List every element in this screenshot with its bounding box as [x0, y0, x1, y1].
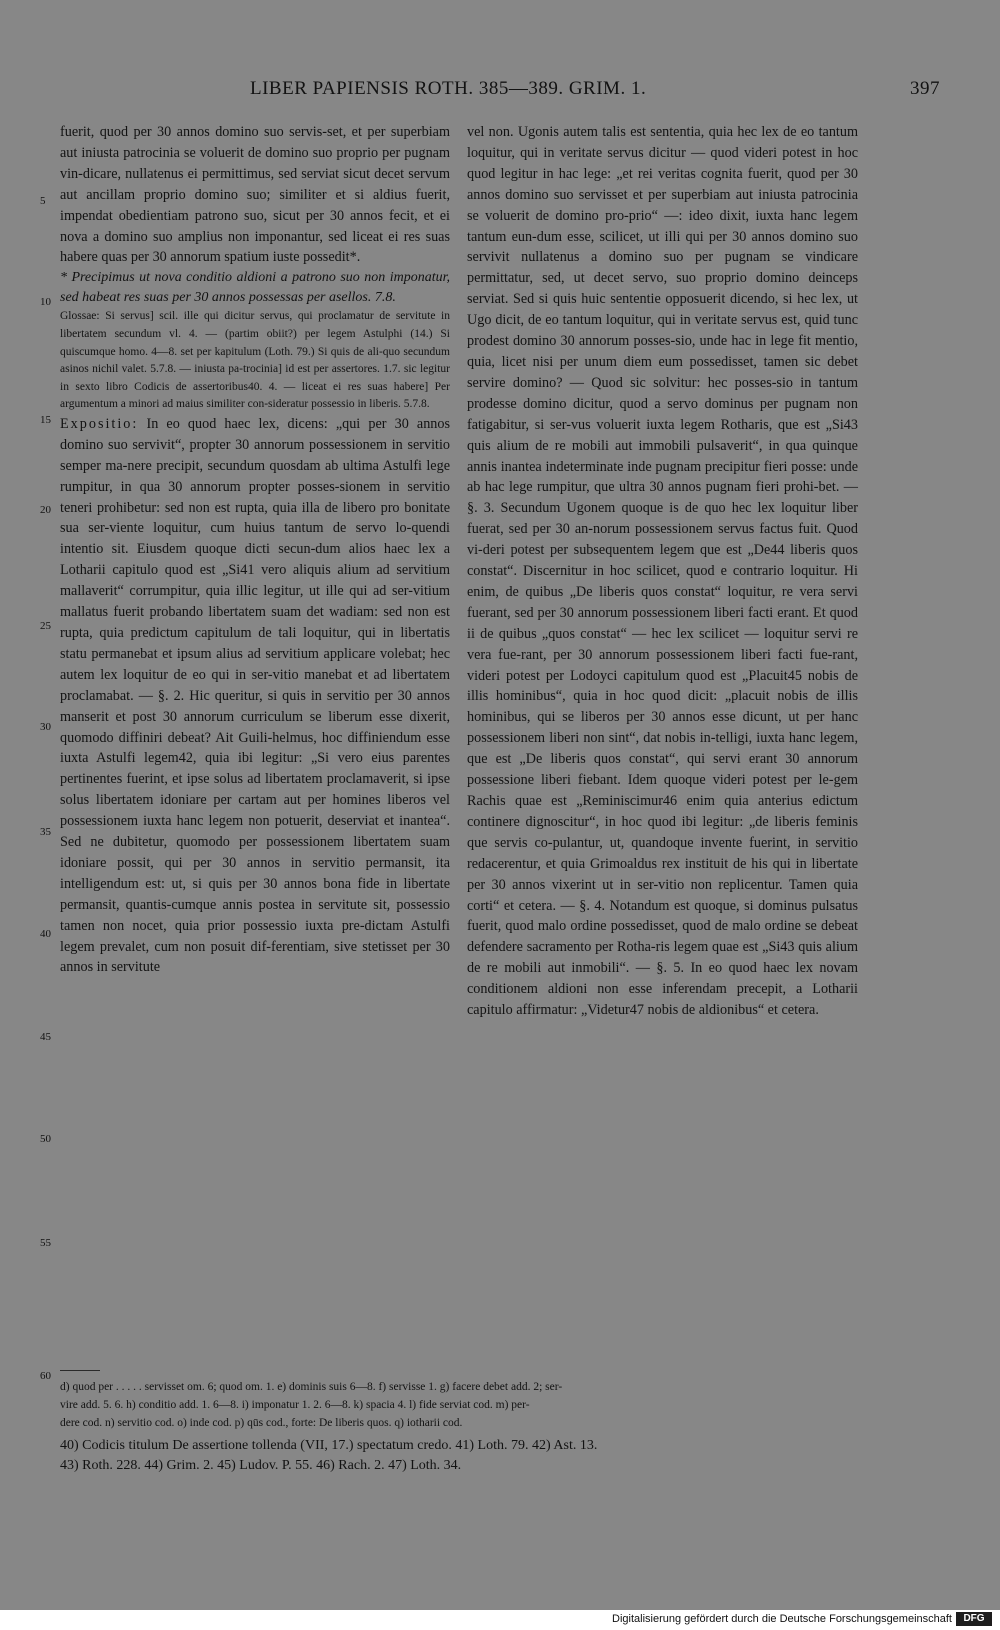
line-number: 60 — [40, 1370, 51, 1382]
glossae: Glossae: Si servus] scil. ille qui dicitur servus, qui proclamatur de servitute in libertatem secundum vl. 4. — (partim obiit?) per legem Astulphi (14.) Si quiscumque homo. 4—8. set per kapitulum (Loth. 79.) Si quis de ali-quo secundum asinos nichil valet. 5.7.8. — iniusta pa-trocinia] id est per assertores. 1.7. sic legitur in sexto libro Codicis de assertoribus40. 4. — liceat ei res suas habere] Per argumentum a minori ad maius similiter con-sideratur possessio in liberis. 5.7.8. — [60, 310, 450, 411]
footnote-rule — [60, 1370, 100, 1371]
reference-line: 43) Roth. 228. 44) Grim. 2. 45) Ludov. P. 55. 46) Rach. 2. 47) Loth. 34. — [60, 1458, 462, 1473]
reference-line: 40) Codicis titulum De assertione tollenda (VII, 17.) spectatum credo. 41) Loth. 79. 42) Ast. 13. — [60, 1438, 598, 1453]
reference-notes — [60, 1436, 860, 1476]
line-number: 10 — [40, 296, 51, 308]
line-number: 40 — [40, 928, 51, 940]
line-number: 15 — [40, 414, 51, 426]
line-number: 30 — [40, 721, 51, 733]
line-number: 20 — [40, 504, 51, 516]
expositio-text: In eo quod haec lex, dicens: „qui per 30 annos domino suo servivit“, propter 30 annorum possessionem in servitio semper ma-nere precipit, secundum quosdam ab ultima Astulfi lege rumpitur, in qua 30 annorum propter posses-sionem in servitio teneri prohibetur: sed non est rupta, quia illa de libero pro bonitate sua ser-viente loquitur, cum huius tantum de servo lo-quendi intentio sit. Eiusdem quoque dicti secun-dum alios haec lex a Lotharii capitulo quod est „Si41 vero aliquis alium ad servitium mallaverit“ corrumpitur, quia illic legitur, ut ille qui ad ser-vitium mallatus fuerit probando libertatem suam det wadiam: sed non est rupta, quia predictum capitulum de tali loquitur, qui in libertatis statu permanebat et ipsum alius ad servitium applicare volebat; hec autem lex loquitur de eo qui in ser-vitio manebat et ad libertatem proclamabat. — §. 2. Hic queritur, si quis in servitio per 30 annos manserit et post 30 annorum curriculum se liberum esse dixerit, quomodo diffiniri debeat? Ait Guili-helmus, hoc diffiniendum esse iuxta Astulfi legem42, quia ibi legitur: „Si vero eius parentes pertinentes fuerint, et ipse solus ad libertatem proclamaverit, si ipse solus libertatem idoniare per cartam aut per homines liberos vel possessionem iuxta hanc legem non potuerit, deserviat et inantea“. Sed ne dubitetur, quomodo per possessionem libertatem suam idoniare possit, qui per 30 annos in servitio permansit, ita intelligendum est: ut, si quis per 30 annos bona fide in libertate permansit, quantis-cumque annis postea in servitute sit, possessio tamen non nocet, quia prior possessio iuxta pre-dictam Astulfi legem prevalet, cum non posuit dif-ferentiam, sive stetisset per 30 annos in servitute — [60, 415, 451, 976]
page-header — [60, 78, 940, 108]
line-number: 45 — [40, 1031, 51, 1043]
page-number: 397 — [910, 78, 940, 99]
footnote-line: dere cod. n) servitio cod. o) inde cod. p) qūs cod., forte: De liberis quos. q) iotharii cod. — [60, 1417, 463, 1429]
line-number: 25 — [40, 620, 51, 632]
critical-apparatus — [60, 1378, 860, 1432]
dfg-logo: DFG — [956, 1612, 992, 1626]
line-number: 50 — [40, 1133, 51, 1145]
expositio — [60, 414, 450, 978]
running-title: LIBER PAPIENSIS ROTH. 385—389. GRIM. 1. — [250, 78, 647, 99]
expositio-label: Expositio: — [60, 415, 139, 432]
left-column — [60, 122, 450, 978]
right-column — [467, 122, 858, 1021]
footnote-line: vire add. 5. 6. h) conditio add. 1. 6—8. i) imponatur 1. 2. 6—8. k) spacia 4. l) fide serviat cod. m) per- — [60, 1399, 530, 1411]
line-number: 55 — [40, 1237, 51, 1249]
commentary-text: vel non. Ugonis autem talis est sententia, quia hec lex de eo tantum loquitur, qui in veritate servus dicitur — quod videri potest in hoc quod legitur in hac lege: „et rei veritas cognita fuerit, quod per 30 annos domino suo servisset et per superbiam aut iniusta patrocinia se voluerit de domino pro-prio“ —: ideo dixit, iuxta hanc legem tantum eun-dum esse, scilicet, ut illi qui per 30 annos domino suo servivit nullatenus a domino suo per pugnam se vindicare permittatur, sed, ut decet servo, suo proprio domino deinceps serviat. Sed si quis huic sententie opposuerit dicendo, si hec lex, ut Ugo dicit, de eo tantum loquitur, qui in veritate servus est, quid tunc prodest domino 30 annorum posses-sio, unde hac in lege fit mentio, quia, licet nisi per unum diem eum possedisset, tamen sic debet servire domino? — Quod sic solvitur: hec posses-sio in tantum prodesse domino dicitur, quod a servo dominus per pugnam non fatigabitur, si ser-vus voluerit iuxta legem Rotharis, que est „Si43 quis alium de re mobili aut immobili pulsaverit“, in qua quinque annis inantea indeterminate inde pugnam precipitur fieri posse: unde ab hac lege rumpitur, que ultra 30 annos pugnam fieri prohi-bet. — §. 3. Secundum Ugonem quoque is de quo hec lex loquitur liber fuerat, sed per 30 an-norum possessionem servus factus fuit. Quod vi-deri potest per subsequentem legem que est „De44 liberis quos constat“. Discernitur in hoc scilicet, quod e contrario loquitur. Hi enim, de quibus „De liberis quos constat“ loquitur, re vera servi fuerant, sed per 30 annorum possessionem liberi facti erant. Et quod ii de quibus „quos constat“ — hec lex scilicet — loquitur servi re vera fue-rant, per 30 annorum possessionem liberi facti fue-rant, videri potest per Lodoyci capitulum quod est „Placuit45 nobis de illis hominibus“, quia in hoc quod dicit: „placuit nobis de illis hominibus, qui se liberos per 30 annos esse dicunt, ut per hanc possessionem liberi non sint“, dat nobis in-telligi, iuxta hanc legem, que est „De liberis quos constat“, qui servi erant 30 annorum possessione liberi fiebant. Idem quoque videri potest per le-gem Rachis quae est „Reminiscimur46 enim quia anterius edictum continere dignoscitur“, in hoc quod ibi legitur: „de liberis feminis que servis co-pulantur, ut, quandoque invente fuerint, in servitio redacerentur, et quia Grimoaldus rex instituit de his qui in libertate per 30 annos vixerint ut in ser-vitio non replicentur. Tamen quia corti“ et cetera. — §. 4. Notandum est quoque, si dominus pulsatus fuerit, quod malo ordine possedisset, quod de malo ordine se debeat defendere sacramento per Rotha-ris legem quae est „Si43 quis alium de re mobili aut inmobili“. — §. 5. In eo quod haec lex novam conditionem aldioni non esse inferendam precepit, a Lotharii capitulo affirmatur: „Videtur47 nobis de aldionibus“ et cetera. — [467, 124, 858, 1019]
footnote-line: d) quod per . . . . . servisset om. 6; quod om. 1. e) dominis suis 6—8. f) servisse 1. g) facere debet add. 2; ser- — [60, 1381, 563, 1393]
summary-note: * Precipimus ut nova conditio aldioni a patrono suo non imponatur, sed habeat res suas per 30 annos possessas per asellos. 7.8. — [60, 270, 450, 306]
law-text: fuerit, quod per 30 annos domino suo servis-set, et per superbiam aut iniusta patrocinia se voluerit de domino suo proprio per pugnam vin-dicare, nullatenus ei permittimus, sed serviat sicut decet servum aut ancillam proprio domino suo; similiter et si aldius fuerit, impendat obedientiam patrono suo, sicut per 30 annos fecit, et ei nova a domino suo amplius non imponantur, sed liceat ei res suas habere quas per 30 annorum spatium iuste possedit*. — [60, 124, 450, 266]
line-number: 35 — [40, 826, 51, 838]
line-number: 5 — [40, 195, 46, 207]
funding-credit: Digitalisierung gefördert durch die Deutsche Forschungsgemeinschaft — [612, 1613, 952, 1625]
